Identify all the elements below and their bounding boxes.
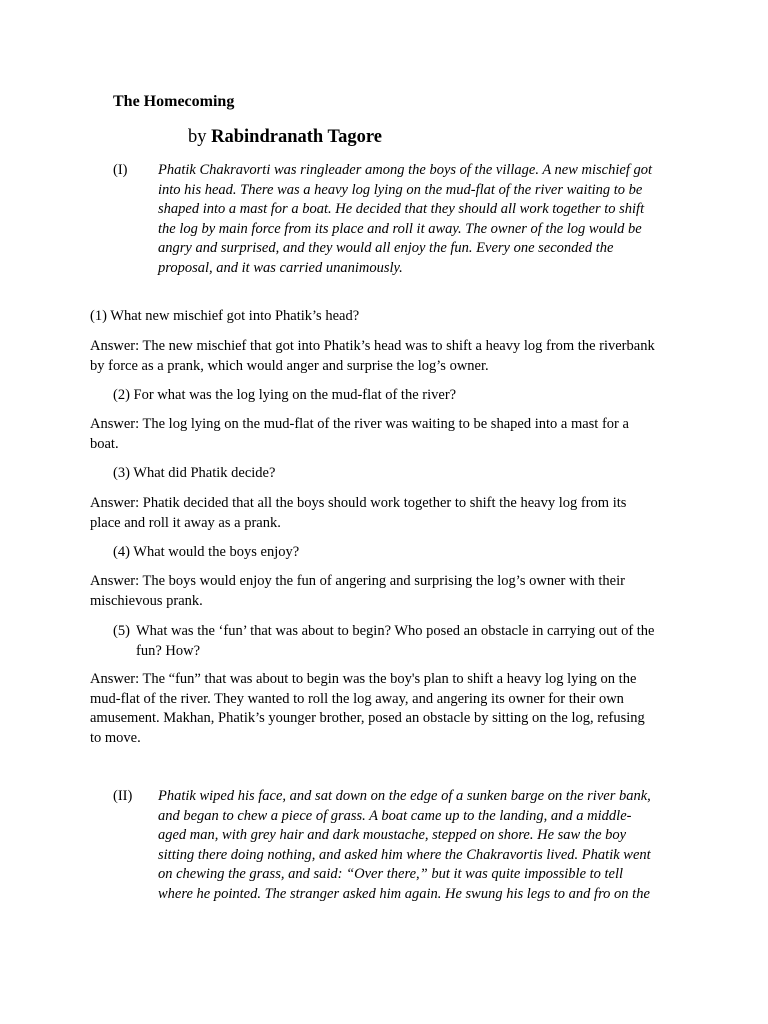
question: (3) What did Phatik decide? xyxy=(113,465,276,481)
question: (1) What new mischief got into Phatik’s head? xyxy=(90,308,360,324)
question: (2) For what was the log lying on the mud-flat of the river? xyxy=(113,387,457,403)
byline-prefix: by xyxy=(188,127,207,147)
byline xyxy=(188,127,382,148)
passage-number: (I) xyxy=(113,162,128,178)
question-number: (5) xyxy=(113,623,130,639)
answer: Answer: The new mischief that got into Phatik’s head was to shift a heavy log from the riverbank by force as a prank, which would anger and surprise the log’s owner. xyxy=(90,338,655,374)
answer: Answer: The log lying on the mud-flat of the river was waiting to be shaped into a mast for a boat. xyxy=(90,416,629,452)
question-line: fun? How? xyxy=(136,642,201,659)
passage-text: Phatik Chakravorti was ringleader among the boys of the village. A new mischief got into his head. There was a heavy log lying on the mud-flat of the river waiting to be shaped into a mast for a boat. He decided that they should all work together to shift the log by main force from its place and roll it away. The owner of the log would be angry and surprised, and they would all enjoy the fun. Every one seconded the proposal, and it was carried unanimously. xyxy=(158,162,653,276)
document-title: The Homecoming xyxy=(113,93,235,110)
answer: Answer: The boys would enjoy the fun of angering and surprising the log’s owner with their mischievous prank. xyxy=(90,573,625,609)
passage-text: Phatik wiped his face, and sat down on the edge of a sunken barge on the river bank, and began to chew a piece of grass. A boat came up to the landing, and a middle- aged man, with grey hair and dark moustache, stepped on shore. He saw the boy sitting there doing nothing, and asked him where the Chakravortis lived. Phatik went on chewing the grass, and said: “Over there,” but it was quite impossible to tell where he pointed. The stranger asked him again. He swung his legs to and fro on the xyxy=(158,788,651,902)
passage-number: (II) xyxy=(113,788,133,804)
question xyxy=(113,622,683,661)
question-line: What was the ‘fun’ that was about to begin? Who posed an obstacle in carrying out of the xyxy=(136,623,655,639)
author-name: Rabindranath Tagore xyxy=(211,127,382,147)
answer: Answer: Phatik decided that all the boys should work together to shift the heavy log from its place and roll it away as a prank. xyxy=(90,495,627,531)
answer: Answer: The “fun” that was about to begin was the boy's plan to shift a heavy log lying on the mud-flat of the river. They wanted to roll the log away, and angering its owner for their own amusement. Makhan, Phatik’s younger brother, posed an obstacle by sitting on the log, refusing to move. xyxy=(90,671,645,746)
question: (4) What would the boys enjoy? xyxy=(113,544,300,560)
